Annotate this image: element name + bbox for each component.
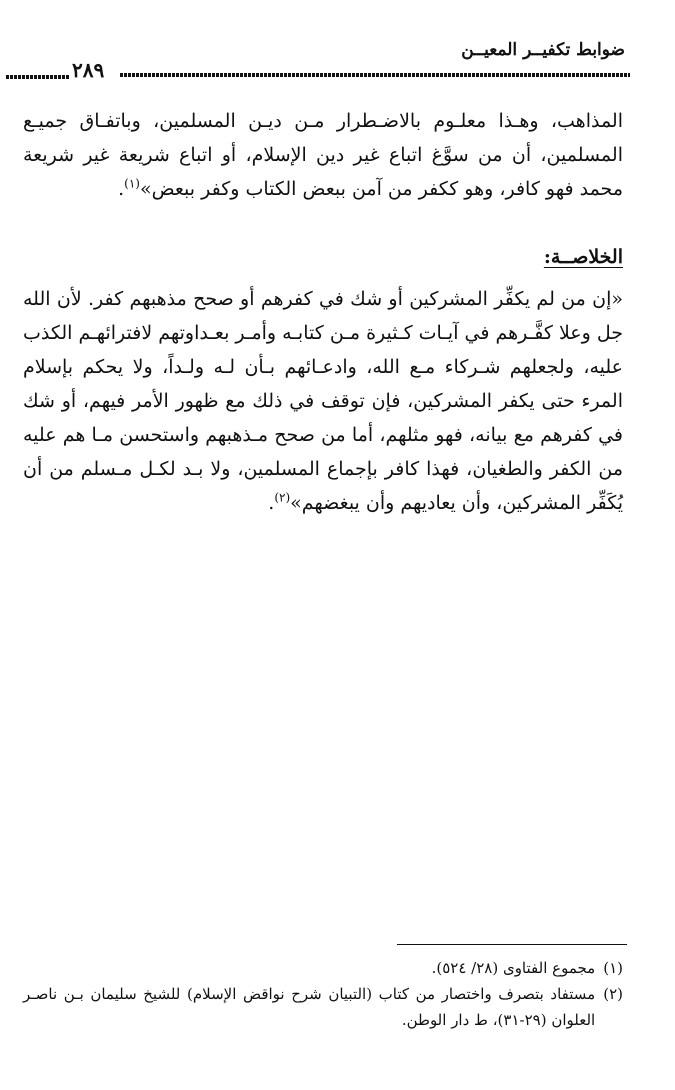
footnotes (23, 955, 623, 1033)
footnote-text: مجموع الفتاوى (٢٨/ ٥٢٤). (431, 959, 596, 977)
paragraph-2 (23, 282, 623, 520)
paragraph-1-end: . (118, 178, 125, 200)
footnote-number: (٢) (603, 985, 623, 1003)
paragraph-1 (23, 104, 623, 206)
paragraph-1-text: المذاهب، وهـذا معلـوم بالاضـطرار مـن ديـن المسلمين، وباتفـاق جميـع المسلمين، أن من سوَّغ اتباع غير دين الإسلام، أو اتباع شريعة غير شريعة محمد فهو كافر، وهو ككفر من آمن ببعض الكتاب وكفر ببعض» (23, 110, 623, 200)
paragraph-2-text: «إن من لم يكفِّر المشركين أو شك في كفرهم أو صحح مذهبهم كفر. لأن الله جل وعلا كفَّـرهم في آيـات كـثيرة مـن كتابـه وأمـر بعـداوتهم لافترائهـم الكذب عليه، ولجعلهم شـركاء مـع الله، وادعـائهم بـأن لـه ولـداً، ولا يحكم بإسلام المرء حتى يكفر المشركين، فإن توقف في ذلك مع ظهور الأمر فيهم، أو شك في كفرهم مع بيانه، فهو مثلهم، أما من صحح مـذهبهم واستحسن مـا هم عليه من الكفر والطغيان، فهذا كافر بإجماع المسلمين، ولا بـد لكـل مـسلم من أن يُكَفِّر المشركين، وأن يعاديهم وأن يبغضهم» (23, 288, 623, 514)
footnote-1 (23, 955, 623, 981)
running-title: ضوابط تكفيــر المعيــن (461, 40, 625, 60)
header-rule-right (120, 73, 630, 77)
summary-heading: الخلاصــة: (543, 246, 623, 268)
footnote-ref-2[interactable]: (٢) (274, 490, 291, 505)
footnote-separator (397, 944, 627, 945)
paragraph-2-end: . (268, 492, 275, 514)
footnote-number: (١) (603, 959, 623, 977)
header-rule-left (6, 75, 70, 79)
footnote-ref-1[interactable]: (١) (124, 176, 140, 191)
footnote-text: مستفاد بتصرف واختصار من كتاب (التبيان شرح نواقض الإسلام) للشيخ سليمان بـن ناصـر العلوان (٢٩-٣١)، ط دار الوطن. (23, 985, 596, 1029)
page-number: ٢٨٩ (72, 58, 105, 82)
footnote-2 (23, 981, 623, 1033)
